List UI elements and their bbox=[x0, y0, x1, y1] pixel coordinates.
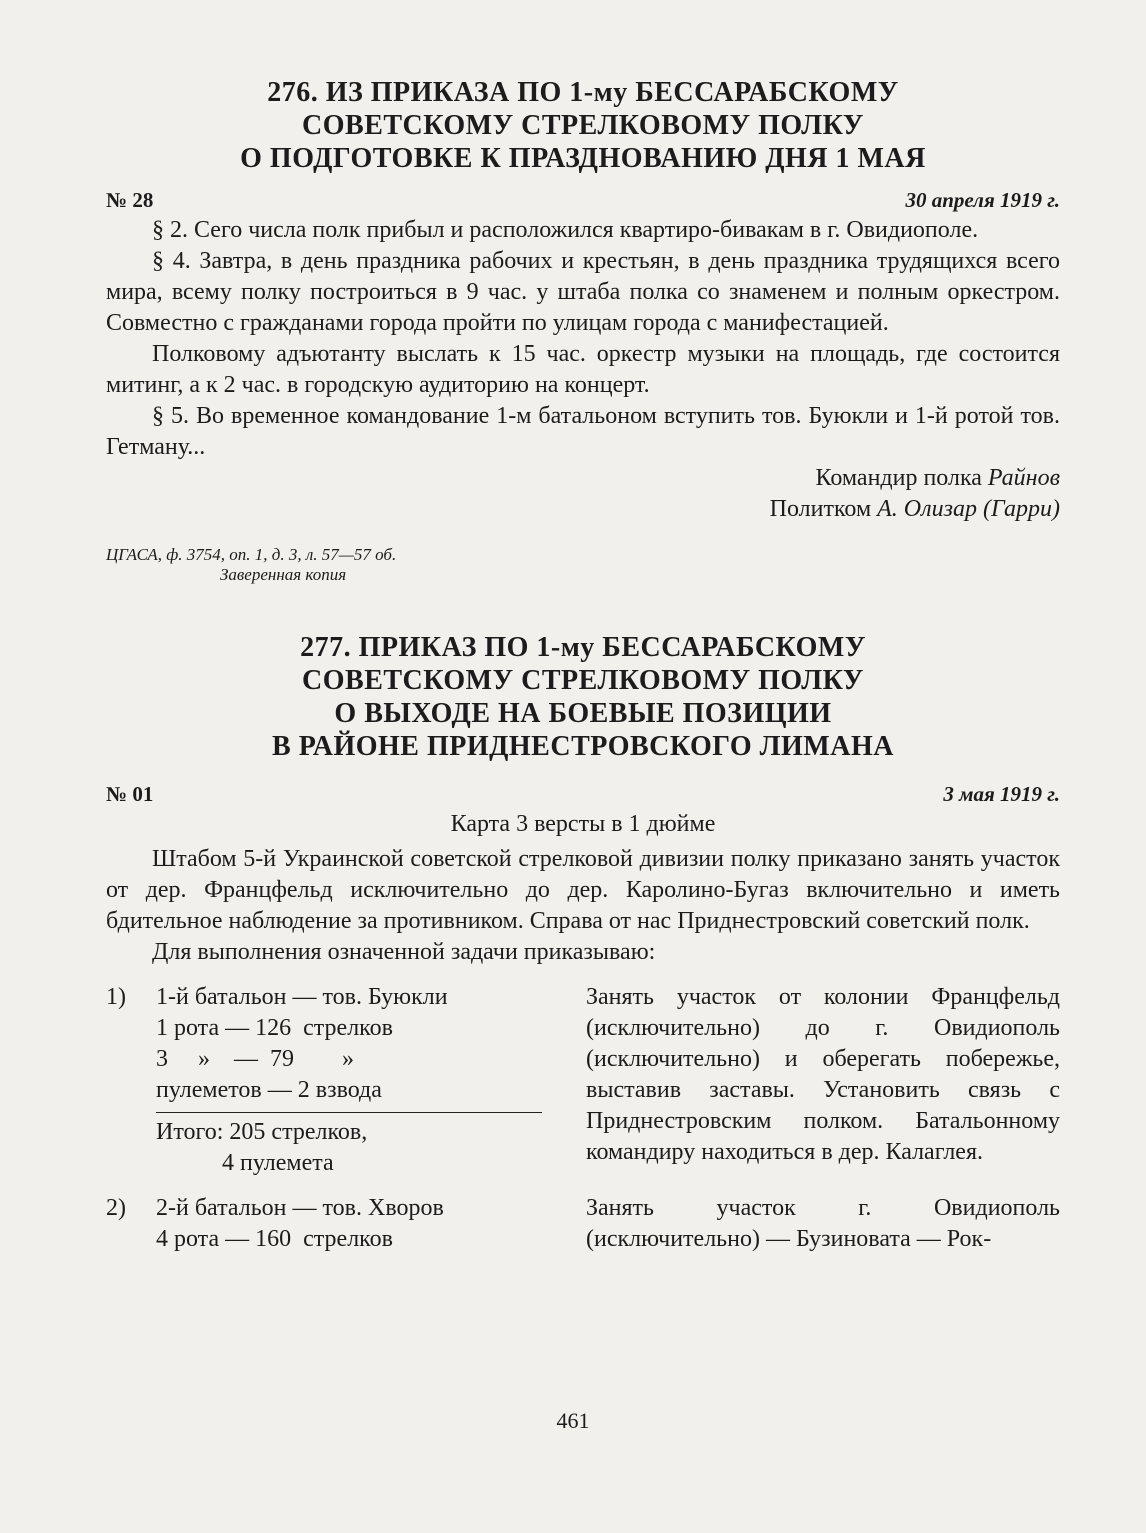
doc1-title-line: О ПОДГОТОВКЕ К ПРАЗДНОВАНИЮ ДНЯ 1 МАЯ bbox=[240, 143, 926, 174]
doc2-title-line: О ВЫХОДЕ НА БОЕВЫЕ ПОЗИЦИИ bbox=[334, 698, 832, 729]
doc1-title bbox=[106, 76, 1060, 175]
item-task: Занять участок г. Овидиополь (исключительно) — Бузиновата — Рок- bbox=[586, 1195, 1060, 1252]
doc2-meta bbox=[106, 779, 1060, 809]
doc1-meta bbox=[106, 185, 1060, 215]
doc1-title-line: 276. ИЗ ПРИКАЗА ПО 1-му БЕССАРАБСКОМУ bbox=[267, 77, 899, 108]
copy-note: Заверенная копия bbox=[220, 565, 347, 584]
item-number: 2) bbox=[106, 1195, 126, 1221]
signature-name: А. Олизар (Гарри) bbox=[877, 496, 1060, 522]
map-note: Карта 3 версты в 1 дюйме bbox=[450, 811, 716, 837]
total-divider bbox=[156, 1112, 542, 1113]
doc1-paragraph: § 4. Завтра, в день праздника рабочих и крестьян, в день праздника трудящихся всего мира, всему полку построиться в 9 час. у штаба полка со знаменем и полным оркестром. Совместно с гражданами города пройти по улицам города с манифестацией. bbox=[106, 248, 1060, 336]
page-number: 461 bbox=[556, 1408, 590, 1433]
doc1-signature-commander bbox=[106, 463, 1060, 494]
total-line: 4 пулемета bbox=[156, 1150, 334, 1176]
signature-label: Командир полка bbox=[815, 465, 982, 491]
doc1-title-line: СОВЕТСКОМУ СТРЕЛКОВОМУ ПОЛКУ bbox=[302, 110, 864, 141]
doc2-title bbox=[106, 631, 1060, 763]
order-item-2 bbox=[106, 1193, 1060, 1255]
force-line: 4 рота — 160 стрелков bbox=[156, 1226, 393, 1252]
doc1-paragraph: Полковому адъютанту выслать к 15 час. оркестр музыки на площадь, где состоится митинг, а к 2 час. в городскую аудиторию на концерт. bbox=[106, 341, 1060, 398]
doc1-number: № 28 bbox=[106, 188, 154, 212]
total-line: Итого: 205 стрелков, bbox=[156, 1119, 368, 1145]
item-task: Занять участок от колонии Францфельд (исключительно) до г. Овидиополь (исключительно) и оберегать побережье, выставив заставы. Установить связь с Приднестровским полком. Батальонному командиру находиться в дер. Калаглея. bbox=[586, 984, 1060, 1165]
force-line: 2-й батальон — тов. Хворов bbox=[156, 1195, 444, 1221]
doc1-signature-politkom bbox=[106, 494, 1060, 525]
force-line: 1 рота — 126 стрелков bbox=[156, 1015, 393, 1041]
doc2-paragraph: Штабом 5-й Украинской советской стрелковой дивизии полку приказано занять участок от дер. Францфельд исключительно до дер. Каролино-Бугаз включительно и иметь бдительное наблюдение за противником. Справа от нас Приднестровский советский полк. bbox=[106, 846, 1060, 934]
item-forces bbox=[156, 982, 586, 1179]
doc2-paragraph: Для выполнения означенной задачи приказываю: bbox=[152, 939, 656, 965]
doc1-paragraph: § 2. Сего числа полк прибыл и расположился квартиро-бивакам в г. Овидиополе. bbox=[152, 217, 979, 243]
doc1-date: 30 апреля 1919 г. bbox=[905, 188, 1060, 212]
force-line: 1-й батальон — тов. Буюкли bbox=[156, 984, 448, 1010]
item-number: 1) bbox=[106, 984, 126, 1010]
force-line: пулеметов — 2 взвода bbox=[156, 1077, 382, 1103]
archive-reference: ЦГАСА, ф. 3754, оп. 1, д. 3, л. 57—57 об. bbox=[106, 545, 397, 564]
force-line: 3 » — 79 » bbox=[156, 1046, 354, 1072]
doc1-source bbox=[106, 545, 1060, 585]
signature-label: Политком bbox=[769, 496, 872, 522]
item-forces bbox=[156, 1193, 586, 1255]
doc1-paragraph: § 5. Во временное командование 1-м батальоном вступить тов. Буюкли и 1-й ротой тов. Гетману... bbox=[106, 403, 1060, 460]
signature-name: Райнов bbox=[987, 465, 1060, 491]
doc2-title-line: 277. ПРИКАЗ ПО 1-му БЕССАРАБСКОМУ bbox=[300, 632, 866, 663]
document-page bbox=[106, 76, 1060, 1255]
doc2-title-line: В РАЙОНЕ ПРИДНЕСТРОВСКОГО ЛИМАНА bbox=[272, 731, 894, 762]
order-item-1 bbox=[106, 982, 1060, 1179]
doc2-title-line: СОВЕТСКОМУ СТРЕЛКОВОМУ ПОЛКУ bbox=[302, 665, 864, 696]
doc2-date: 3 мая 1919 г. bbox=[943, 782, 1060, 806]
doc2-number: № 01 bbox=[106, 782, 154, 806]
